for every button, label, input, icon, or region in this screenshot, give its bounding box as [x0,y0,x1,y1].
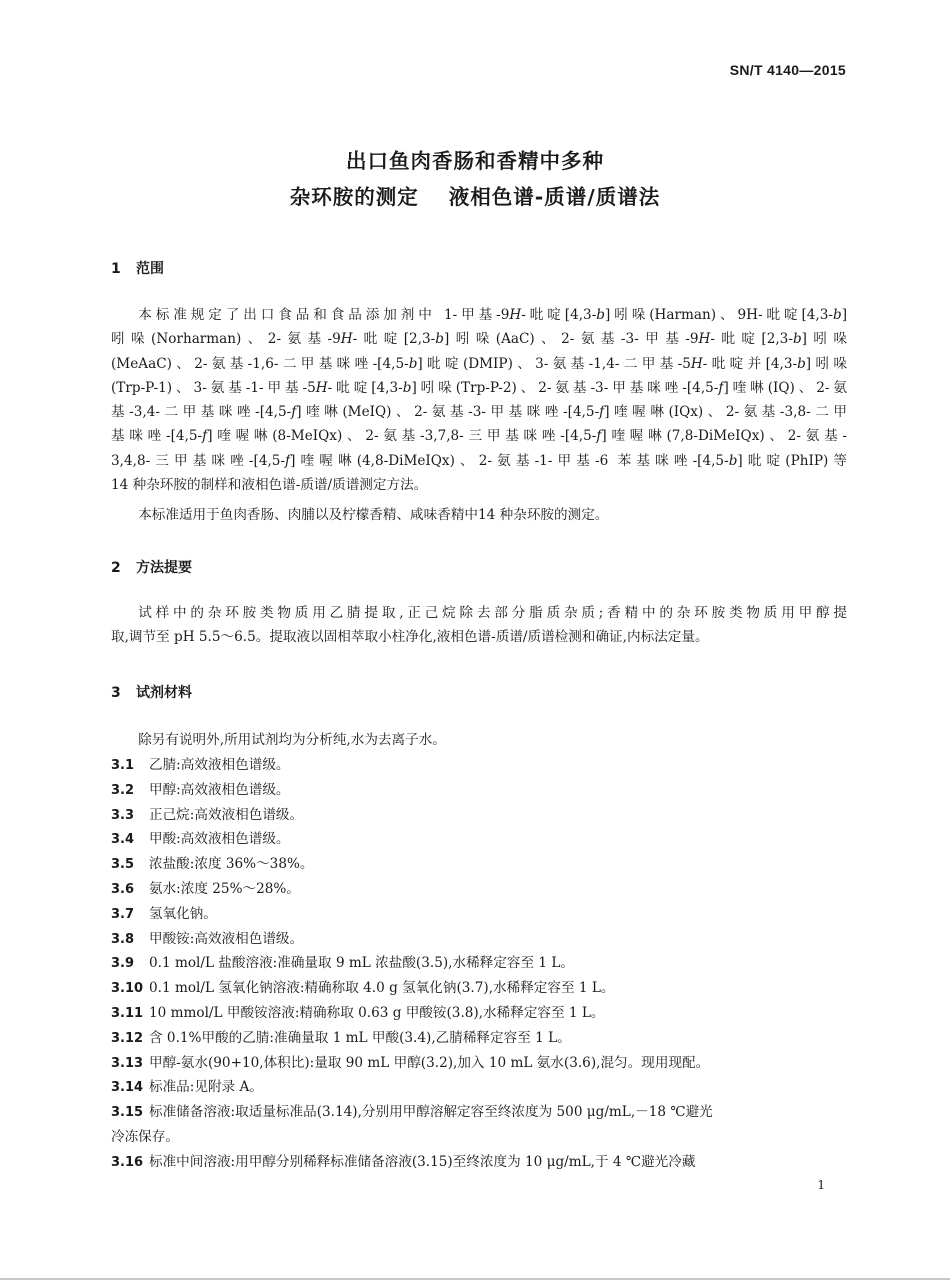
reagents-intro: 除另有说明外,所用试剂均为分析纯,水为去离子水。 [138,732,446,748]
reagent-text: 氢氧化钠。 [149,905,217,922]
reagent-text: 标准品:见附录 A。 [149,1079,263,1096]
page-edge-divider [0,1278,950,1280]
reagent-number: 3.9 [111,956,135,972]
section-heading-method [111,557,192,577]
reagent-number: 3.15 [111,1105,144,1121]
reagent-text: 10 mmol/L 甲酸铵溶液:精确称取 0.63 g 甲酸铵(3.8),水稀释定容至 1 L。 [149,1005,605,1021]
reagent-item [111,976,847,1001]
reagent-item-continuation: 冷冻保存。 [111,1129,179,1145]
reagent-text: 浓盐酸:浓度 36%～38%。 [149,856,314,873]
reagent-item [111,827,847,852]
scope-line: 基咪唑-[4,5-f]喹喔啉(8-MeIQx)、2-氨基-3,7,8-三甲基咪唑-[4,5-f]喹喔啉(7,8-DiMeIQx)、2-氨基- [111,428,848,445]
reagent-text: 0.1 mol/L 氢氧化钠溶液:精确称取 4.0 g 氢氧化钠(3.7),水稀释定容至 1 L。 [149,980,615,997]
reagent-number: 3.11 [111,1006,144,1021]
reagent-text: 氨水:浓度 25%～28%。 [149,881,300,897]
scope-line: 本标准规定了出口食品和食品添加剂中 1-甲基-9H-吡啶[4,3-b]吲哚(Harman)、9H-吡啶[4,3-b] [138,307,847,323]
scope-line: 基-3,4-二甲基咪唑-[4,5-f]喹啉(MeIQ)、2-氨基-3-甲基咪唑-[4,5-f]喹喔啉(IQx)、2-氨基-3,8-二甲 [111,404,847,421]
reagent-number: 3.16 [111,1154,144,1170]
scope-paragraph-1 [111,303,847,497]
reagent-number: 3.1 [111,758,135,773]
scope-line: (MeAaC)、2-氨基-1,6-二甲基咪唑-[4,5-b]吡啶(DMIP)、3-氨基-1,4-二甲基-5H-吡啶并[4,3-b]吲哚 [111,355,847,372]
reagent-number: 3.6 [111,882,135,897]
page-number: 1 [817,1178,825,1192]
reagent-item [111,877,847,902]
standard-code: SN/T 4140—2015 [729,62,846,78]
reagent-number: 3.10 [111,981,144,997]
scope-paragraph-2: 本标准适用于鱼肉香肠、肉脯以及柠檬香精、咸味香精中14 种杂环胺的测定。 [138,507,609,523]
section-title: 试剂材料 [136,685,192,701]
section-number: 2 [111,560,121,576]
section-title: 范围 [136,261,164,277]
scope-line: 吲哚(Norharman)、2-氨基-9H-吡啶[2,3-b]吲哚(AaC)、2-氨基-3-甲基-9H-吡啶[2,3-b]吲哚 [111,331,848,348]
reagent-item [111,1001,847,1026]
reagent-text: 甲醇:高效液相色谱级。 [149,781,290,798]
reagent-number: 3.8 [111,931,135,947]
document-title-line2 [0,180,950,210]
title-part-b: 液相色谱-质谱/质谱法 [448,185,661,209]
reagent-text: 乙腈:高效液相色谱级。 [149,757,290,773]
section-heading-scope [111,258,164,278]
scope-line: (Trp-P-1)、3-氨基-1-甲基-5H-吡啶[4,3-b]吲哚(Trp-P-2)、2-氨基-3-甲基咪唑-[4,5-f]喹啉(IQ)、2-氨 [111,379,848,396]
reagent-item [111,1100,847,1125]
reagent-number: 3.14 [111,1080,144,1096]
reagent-text: 甲酸:高效液相色谱级。 [149,831,290,848]
reagent-text: 标准储备溶液:取适量标准品(3.14),分别用甲醇溶解定容至终浓度为 500 μg/mL,－18 ℃避光 [149,1104,713,1121]
title-part-a: 杂环胺的测定 [289,185,419,209]
reagent-number: 3.7 [111,906,135,922]
reagent-item [111,951,847,976]
section-heading-reagents [111,682,192,702]
scope-line: 14 种杂环胺的制样和液相色谱-质谱/质谱测定方法。 [111,477,428,494]
reagent-item [111,902,847,927]
reagent-item [111,1026,847,1051]
reagent-text: 甲酸铵:高效液相色谱级。 [149,930,304,947]
document-title-line1: 出口鱼肉香肠和香精中多种 [346,149,604,173]
reagent-item [111,1075,847,1100]
scope-line: 3,4,8-三甲基咪唑-[4,5-f]喹喔啉(4,8-DiMeIQx)、2-氨基-1-甲基-6 苯基咪唑-[4,5-b]吡啶(PhIP)等 [111,452,848,469]
reagent-number: 3.13 [111,1055,144,1071]
section-number: 1 [111,261,121,277]
reagent-number: 3.4 [111,832,135,848]
reagent-number: 3.5 [111,857,135,873]
reagent-item [111,803,847,828]
section-number: 3 [111,685,121,701]
reagent-item [111,1150,847,1175]
method-line: 试样中的杂环胺类物质用乙腈提取,正己烷除去部分脂质杂质;香精中的杂环胺类物质用甲醇提 [138,605,847,621]
reagent-text: 正己烷:高效液相色谱级。 [149,806,304,823]
reagent-text: 含 0.1%甲酸的乙腈:准确量取 1 mL 甲酸(3.4),乙腈稀释定容至 1 L。 [149,1029,571,1046]
reagent-text: 0.1 mol/L 盐酸溶液:准确量取 9 mL 浓盐酸(3.5),水稀释定容至 1 L。 [149,955,574,972]
reagent-item [111,1051,847,1076]
reagent-item [111,753,847,778]
reagent-number: 3.3 [111,807,135,823]
section-title: 方法提要 [136,560,192,576]
method-line: 取,调节至 pH 5.5～6.5。提取液以固相萃取小柱净化,液相色谱-质谱/质谱检测和确证,内标法定量。 [111,629,709,646]
method-paragraph [111,601,847,650]
reagent-number: 3.2 [111,782,135,798]
reagent-text: 甲醇-氨水(90+10,体积比):量取 90 mL 甲醇(3.2),加入 10 mL 氨水(3.6),混匀。现用现配。 [149,1054,710,1071]
reagent-text: 标准中间溶液:用甲醇分别稀释标准储备溶液(3.15)至终浓度为 10 μg/mL,于 4 ℃避光冷藏 [149,1153,696,1170]
reagent-number: 3.12 [111,1030,144,1046]
reagent-item [111,778,847,803]
reagent-item [111,852,847,877]
reagent-item [111,927,847,952]
